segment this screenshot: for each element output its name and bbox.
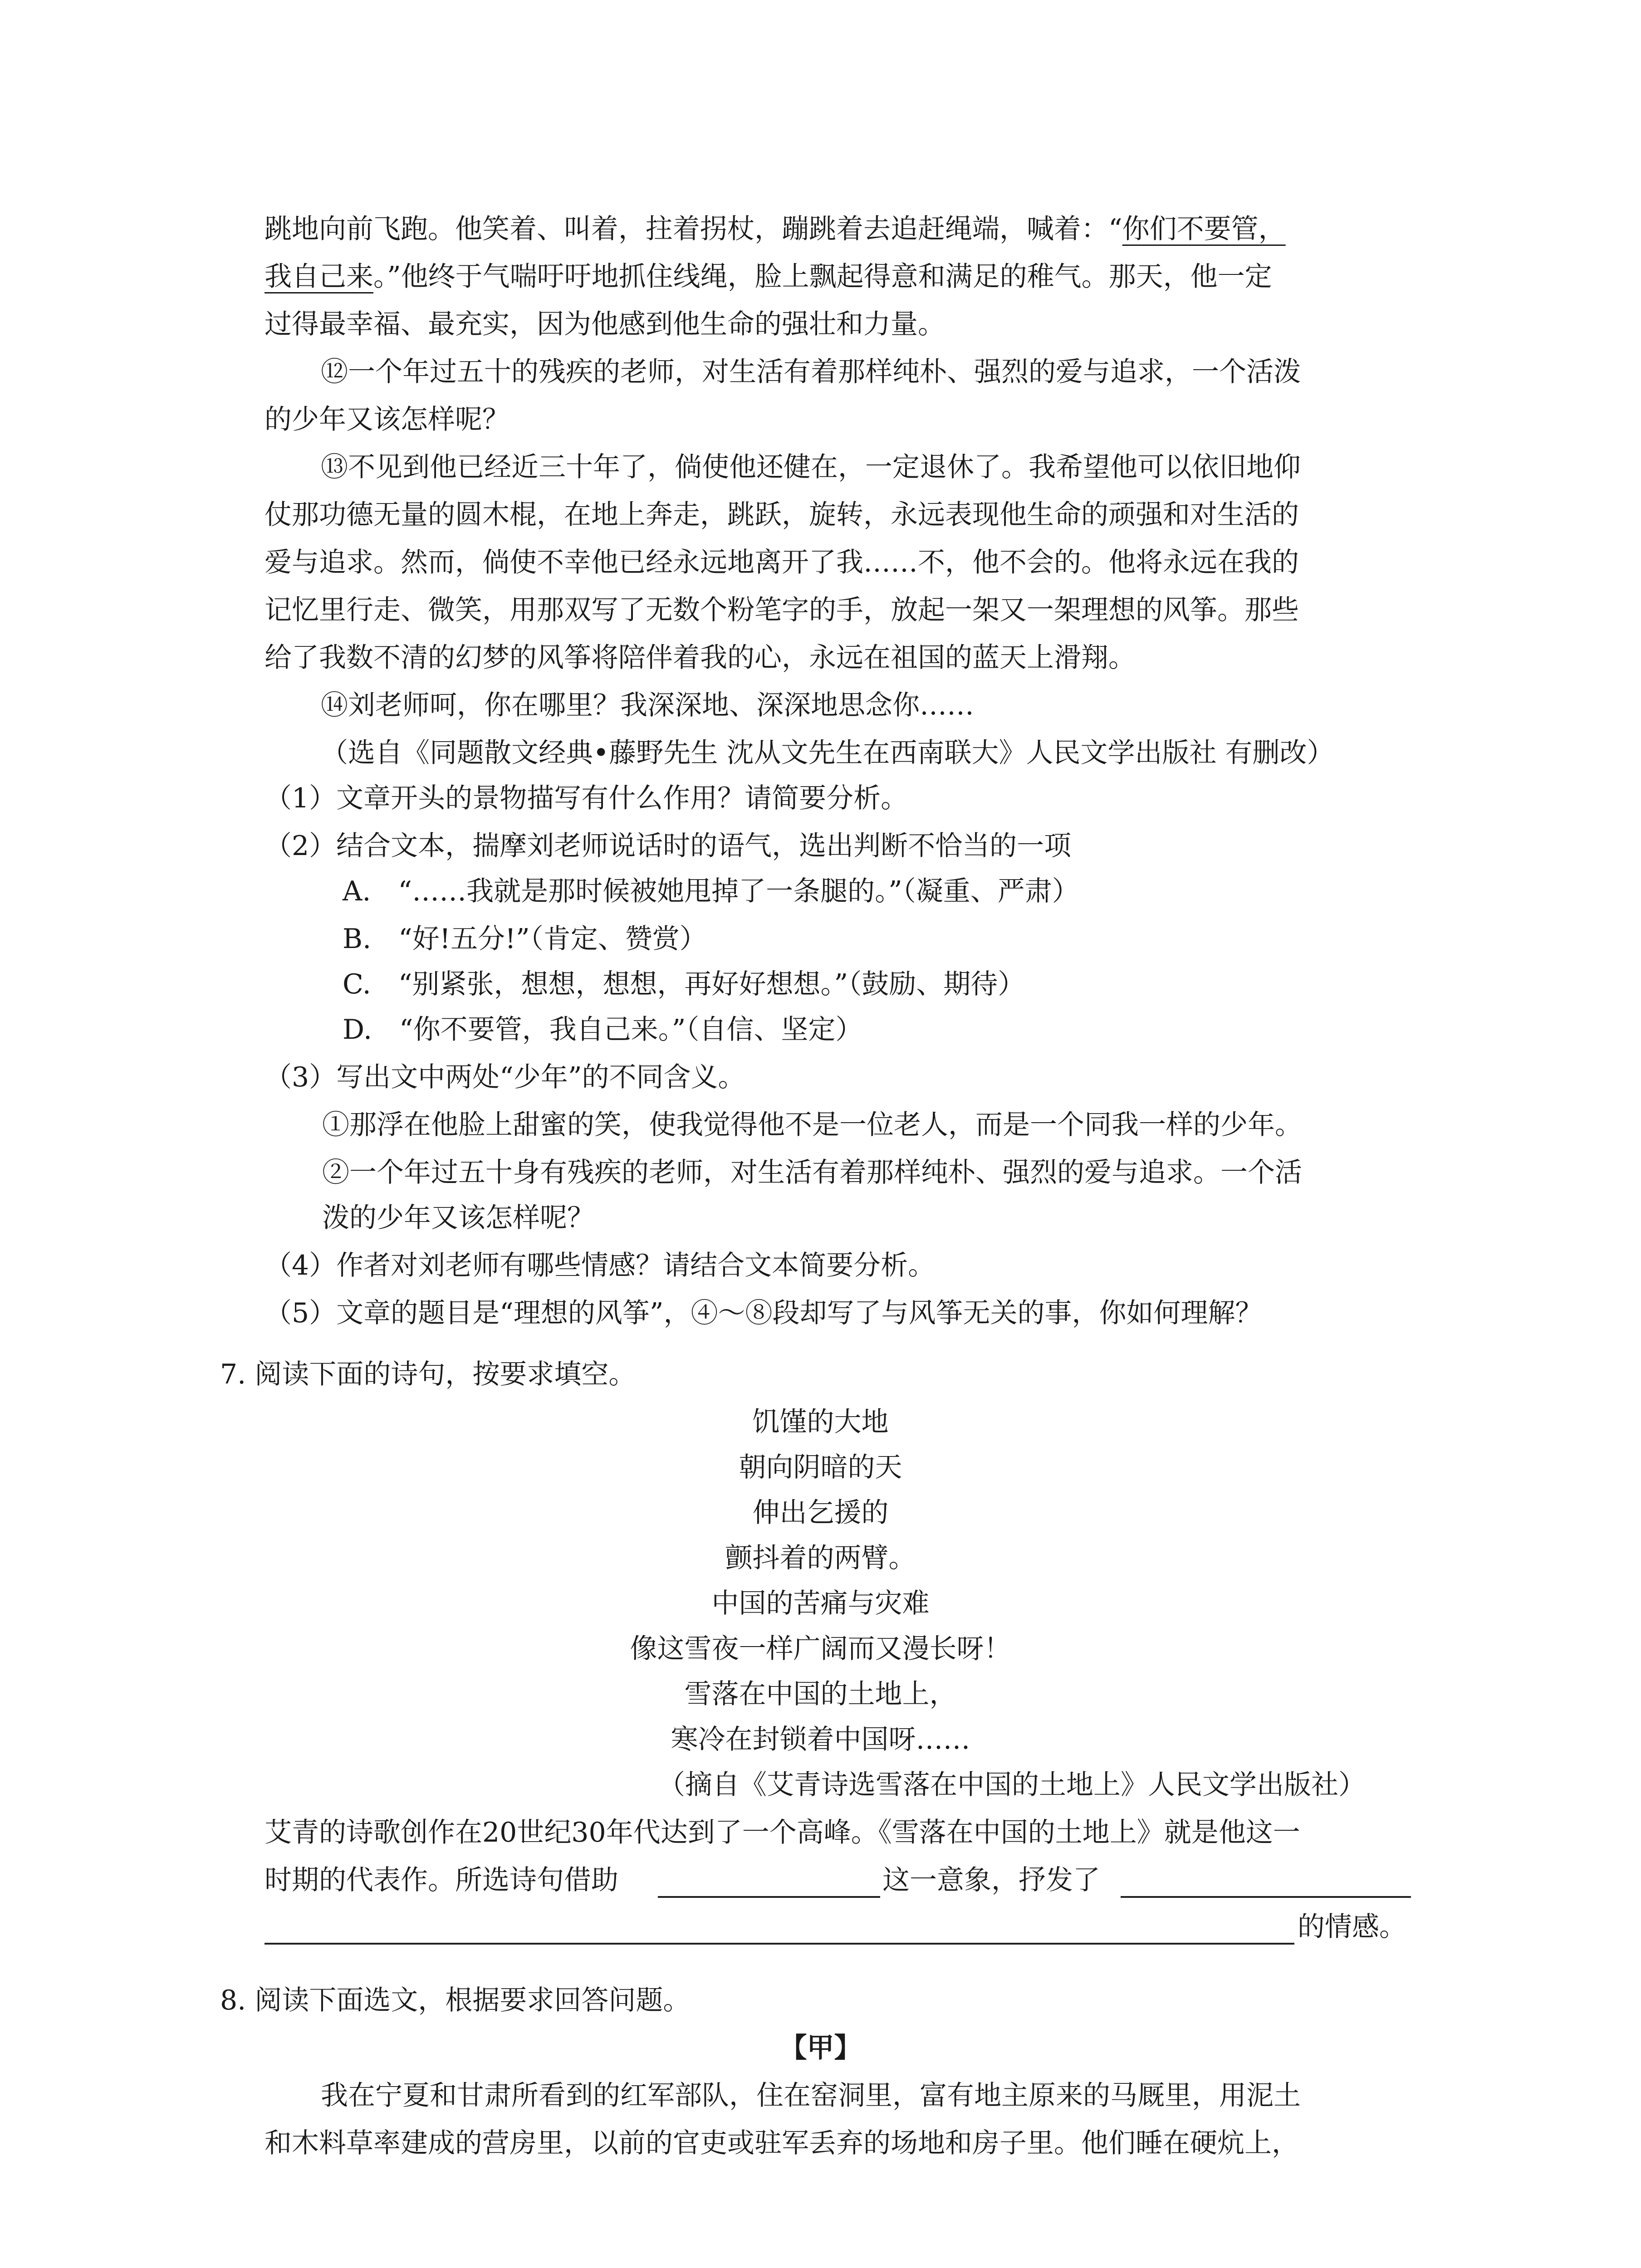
passage-line: 我在宁夏和甘肃所看到的红军部队，住在窑洞里，富有地主原来的马厩里，用泥土: [321, 2080, 1301, 2112]
passage-line: 爱与追求。然而，倘使不幸他已经永远地离开了我……不，他不会的。他将永远在我的: [265, 547, 1299, 578]
passage-line: 和木料草率建成的营房里，以前的官吏或驻军丢弃的场地和房子里。他们睡在硬炕上，: [265, 2127, 1299, 2159]
section-jia-label: 【甲】: [779, 2032, 862, 2064]
poem-line: 雪落在中国的土地上，: [684, 1678, 957, 1710]
fill-in-line: 时期的代表作。所选诗句借助: [265, 1864, 618, 1896]
option-c: C. “别紧张，想想，想想，再好好想想。”（鼓励、期待）: [343, 968, 1025, 1000]
paragraph-13: ⑬不见到他已经近三十年了，倘使他还健在，一定退休了。我希望他可以依旧地仰: [321, 451, 1301, 483]
question-6-2: （2）结合文本，揣摩刘老师说话时的语气，选出判断不恰当的一项: [265, 830, 1072, 862]
poem-source: （摘自《艾青诗选雪落在中国的土地上》人民文学出版社）: [658, 1769, 1366, 1801]
poem-line: 朝向阴暗的天: [739, 1452, 902, 1483]
passage-line: 记忆里行走、微笑，用那双写了无数个粉笔字的手，放起一架又一架理想的风筝。那些: [265, 594, 1299, 626]
option-d: D. “你不要管，我自己来。”（自信、坚定）: [343, 1014, 863, 1046]
underlined-text: 你们不要管，: [1122, 213, 1286, 245]
passage-source: （选自《同题散文经典•藤野先生 沈从文先生在西南联大》人民文学出版社 有删改）: [321, 737, 1334, 769]
fill-in-line: 这一意象，抒发了: [882, 1864, 1100, 1896]
question-6-4: （4）作者对刘老师有哪些情感？请结合文本简要分析。: [265, 1250, 936, 1281]
passage-line: 的少年又该怎样呢？: [265, 404, 509, 435]
answer-blank-emotion-cont[interactable]: [265, 1943, 1294, 1945]
passage-line: 给了我数不清的幻梦的风筝将陪伴着我的心，永远在祖国的蓝天上滑翔。: [265, 642, 1136, 674]
paragraph-14: ⑭刘老师呵，你在哪里？我深深地、深深地思念你……: [321, 689, 974, 721]
fill-in-line: 艾青的诗歌创作在20世纪30年代达到了一个高峰。《雪落在中国的土地上》就是他这一: [265, 1817, 1300, 1848]
fill-in-line: 的情感。: [1298, 1911, 1406, 1943]
passage-line: 仗那功德无量的圆木棍，在地上奔走，跳跃，旋转，永远表现他生命的顽强和对生活的: [265, 499, 1299, 531]
answer-blank-emotion[interactable]: [1121, 1896, 1411, 1898]
poem-line: 颤抖着的两臂。: [725, 1542, 916, 1574]
text-span: 。”他终于气喘吁吁地抓住线绳，脸上飘起得意和满足的稚气。那天，他一定: [373, 261, 1272, 293]
poem-line: 中国的苦痛与灾难: [711, 1588, 930, 1619]
question-6-1: （1）文章开头的景物描写有什么作用？请简要分析。: [265, 782, 908, 814]
passage-line: 过得最幸福、最充实，因为他感到他生命的强壮和力量。: [265, 308, 945, 340]
answer-blank-image[interactable]: [658, 1896, 880, 1898]
question-6-5: （5）文章的题目是“理想的风筝”，④～⑧段却写了与风筝无关的事，你如何理解？: [265, 1297, 1263, 1329]
question-8-heading: 8. 阅读下面选文，根据要求回答问题。: [220, 1984, 691, 2016]
poem-line: 像这雪夜一样广阔而又漫长呀！: [630, 1633, 1011, 1665]
paragraph-12: ⑫一个年过五十的残疾的老师，对生活有着那样纯朴、强烈的爱与追求，一个活泼: [321, 356, 1301, 388]
text-span: 跳地向前飞跑。他笑着、叫着，拄着拐杖，蹦跳着去追赶绳端，喊着：“: [265, 213, 1122, 245]
option-a: A. “……我就是那时候被她甩掉了一条腿的。”（凝重、严肃）: [343, 875, 1079, 907]
poem-line: 寒冷在封锁着中国呀……: [671, 1724, 970, 1755]
question-6-3-item1: ①那浮在他脸上甜蜜的笑，使我觉得他不是一位老人，而是一个同我一样的少年。: [322, 1109, 1302, 1141]
question-6-3: （3）写出文中两处“少年”的不同含义。: [265, 1061, 745, 1093]
poem-line: 饥馑的大地: [752, 1406, 889, 1438]
question-6-3-item2-cont: 泼的少年又该怎样呢？: [322, 1202, 594, 1234]
question-7-heading: 7. 阅读下面的诗句，按要求填空。: [220, 1359, 636, 1390]
question-6-3-item2: ②一个年过五十身有残疾的老师，对生活有着那样纯朴、强烈的爱与追求。一个活: [322, 1157, 1302, 1188]
passage-line: [265, 206, 1286, 252]
passage-line: [265, 254, 1272, 299]
poem-line: 伸出乞援的: [752, 1497, 889, 1529]
option-b: B. “好!五分!”（肯定、赞赏）: [343, 923, 707, 955]
underlined-text: 我自己来: [265, 261, 373, 293]
